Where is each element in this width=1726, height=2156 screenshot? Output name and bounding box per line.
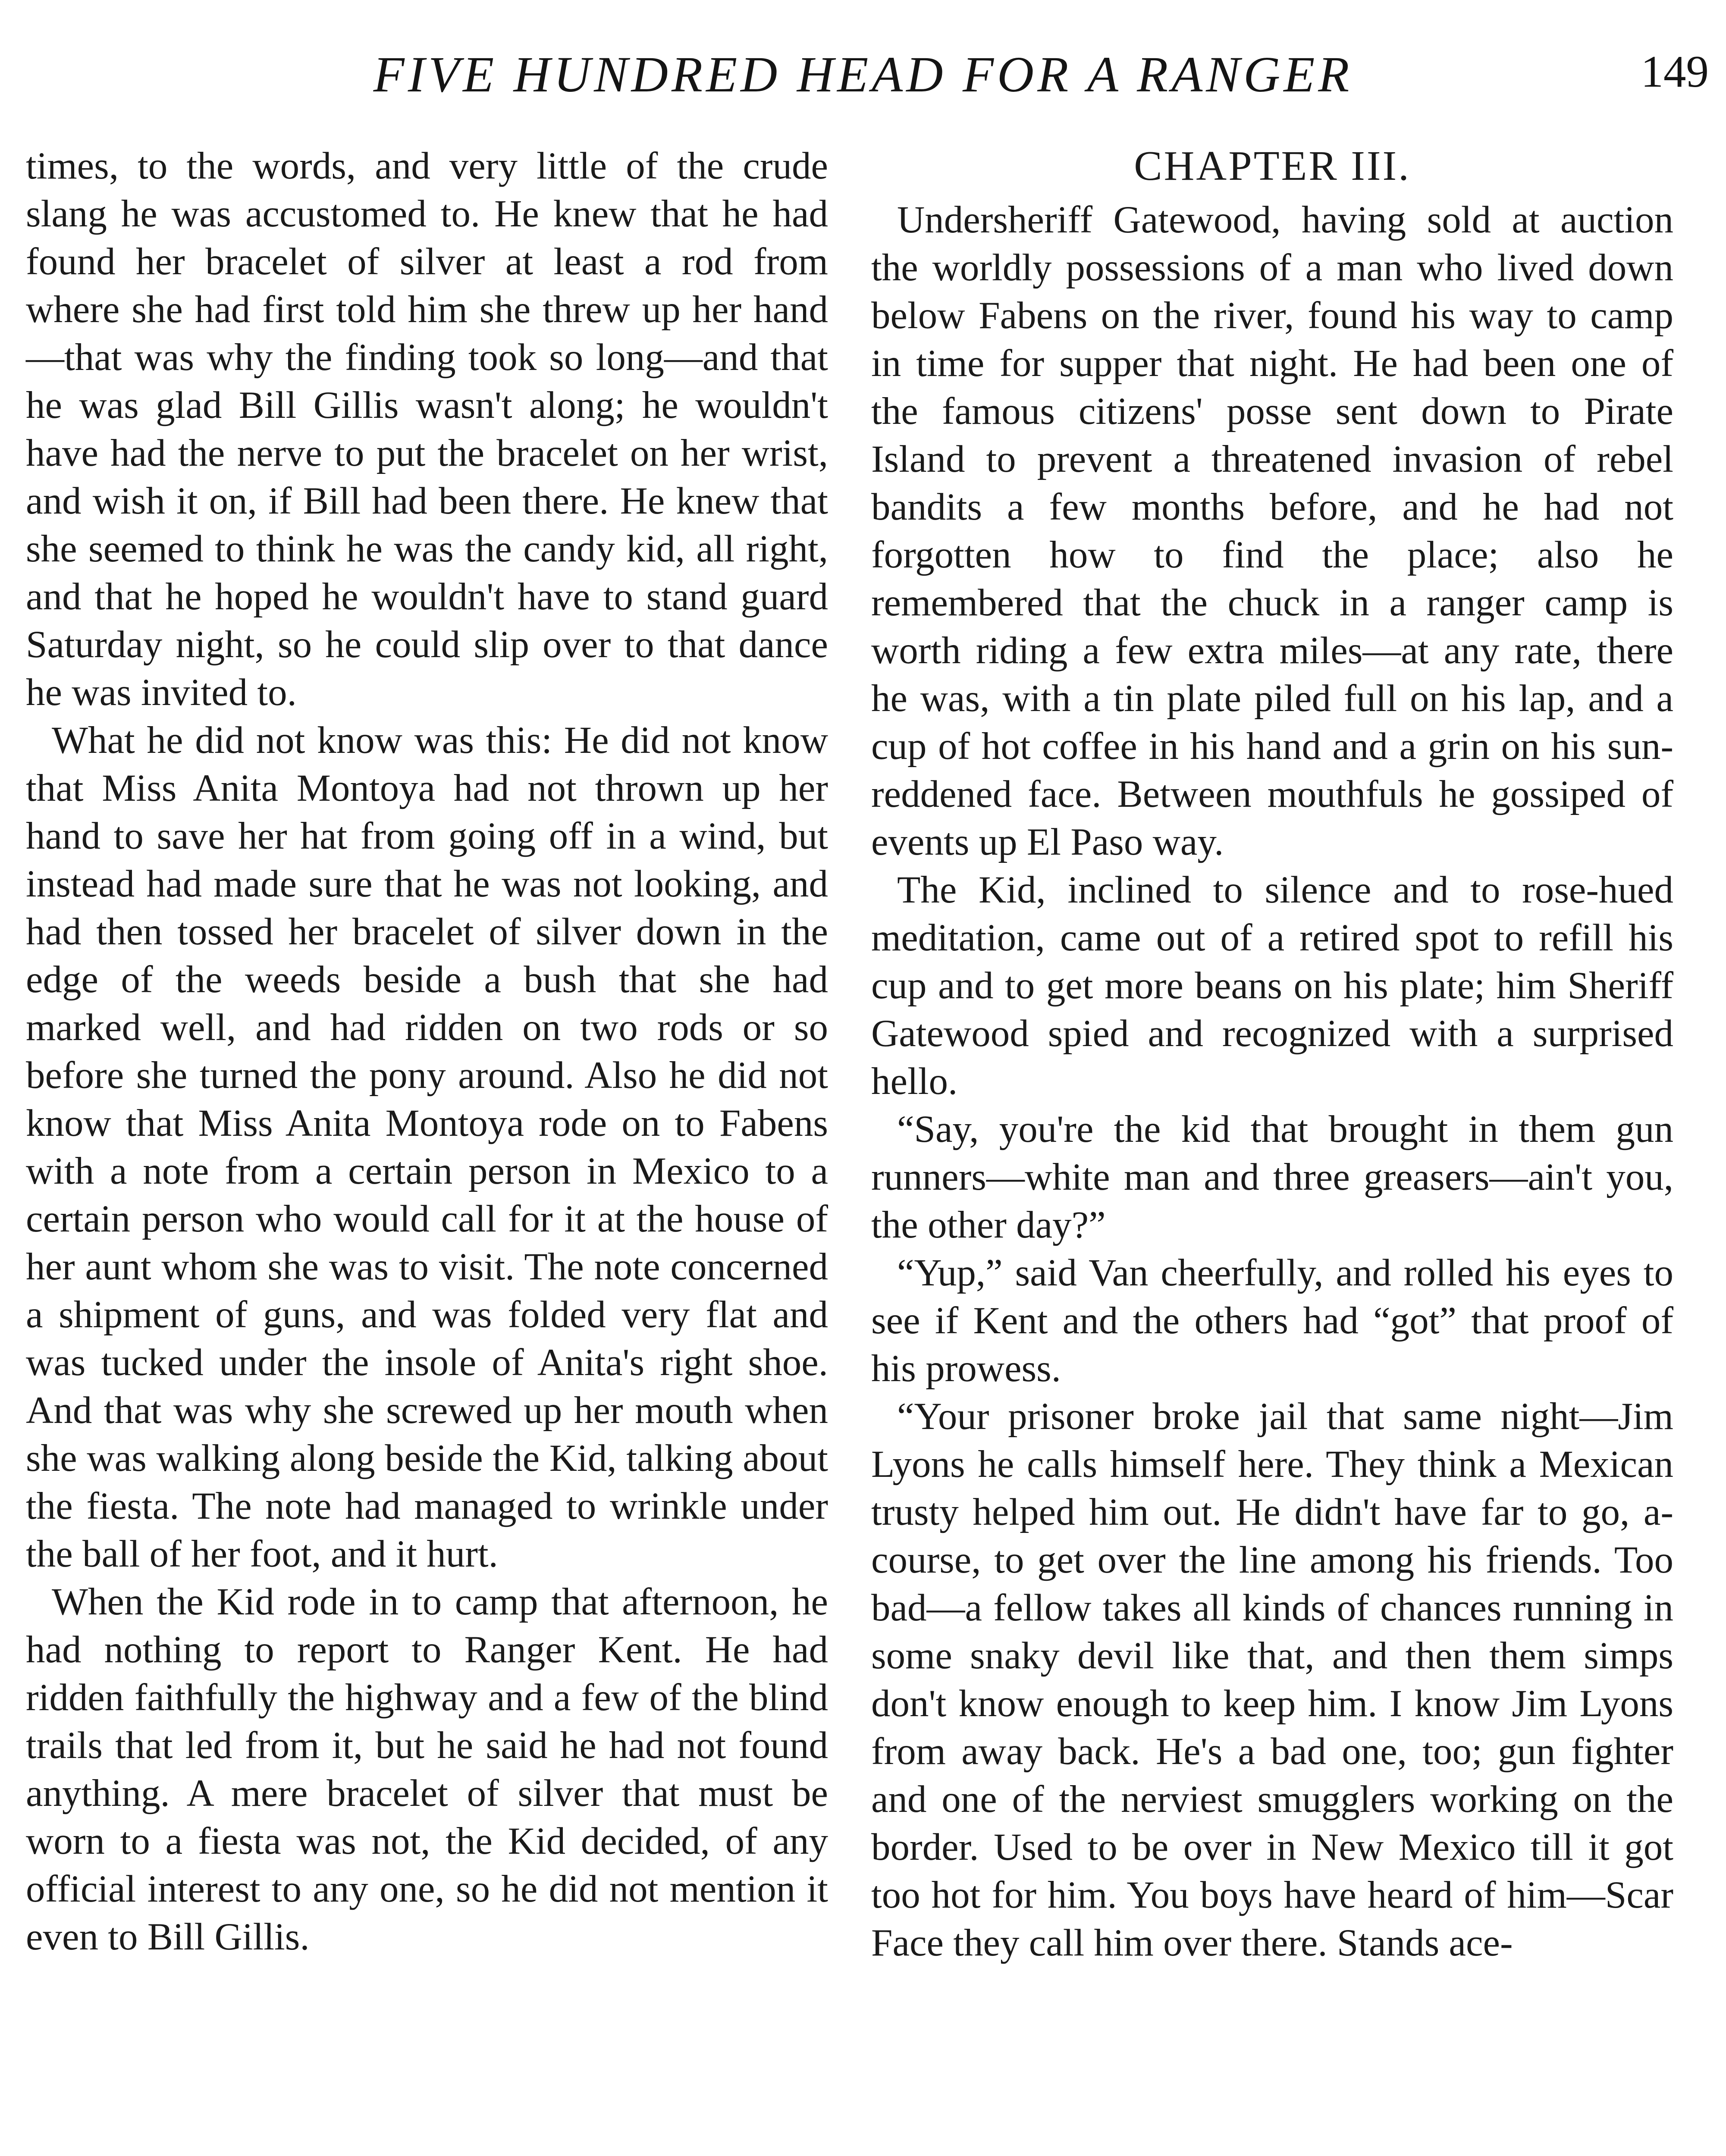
page-header: [0, 0, 1726, 129]
paragraph: Undersheriff Gatewood, having sold at auction the worldly possessions of a man who lived down below Fabens on the river, found his way to camp in time for supper that night. He had been one of the famous citizens' posse sent down to Pirate Island to prevent a threatened invasion of rebel bandits a few months before, and he had not forgotten how to find the place; also he remembered that the chuck in a ranger camp is worth riding a few extra miles—at any rate, there he was, with a tin plate piled full on his lap, and a cup of hot coffee in his hand and a grin on his sun-reddened face. Between mouthfuls he gossiped of events up El Paso way.: [871, 199, 1673, 863]
paragraph: “Say, you're the kid that brought in them gun runners—white man and three greasers—ain't you, the other day?”: [871, 1108, 1673, 1246]
paragraph: The Kid, inclined to silence and to rose-hued meditation, came out of a retired spot to refill his cup and to get more beans on his plate; him Sheriff Gatewood spied and recognized with a surprised hello.: [871, 869, 1673, 1103]
right-column: [871, 142, 1673, 1967]
paragraph: times, to the words, and very little of the crude slang he was accustomed to. He knew that he had found her bracelet of silver at least a rod from where she had first told him she threw up her hand—that was why the finding took so long—and that he was glad Bill Gillis wasn't along; he wouldn't have had the nerve to put the bracelet on her wrist, and wish it on, if Bill had been there. He knew that she seemed to think he was the candy kid, all right, and that he hoped he wouldn't have to stand guard Saturday night, so he could slip over to that dance he was invited to.: [26, 145, 828, 714]
running-head: FIVE HUNDRED HEAD FOR A RANGER: [373, 46, 1353, 103]
paragraph: When the Kid rode in to camp that afternoon, he had nothing to report to Ranger Kent. He had ridden faithfully the highway and a few of the blind trails that led from it, but he said he had not found anything. A mere bracelet of silver that must be worn to a fiesta was not, the Kid decided, of any official interest to any one, so he did not mention it even to Bill Gillis.: [26, 1581, 828, 1958]
chapter-title: CHAPTER III.: [1134, 143, 1411, 189]
left-column: [26, 142, 828, 1961]
paragraph: “Yup,” said Van cheerfully, and rolled his eyes to see if Kent and the others had “got” that proof of his prowess.: [871, 1252, 1673, 1390]
paragraph: “Your prisoner broke jail that same night—Jim Lyons he calls himself here. They think a Mexican trusty helped him out. He didn't have far to go, a-course, to get over the line among his friends. Too bad—a fellow takes all kinds of chances running in some snaky devil like that, and then them simps don't know enough to keep him. I know Jim Lyons from away back. He's a bad one, too; gun fighter and one of the nerviest smugglers working on the border. Used to be over in New Mexico till it got too hot for him. You boys have heard of him—Scar Face they call him over there. Stands ace-: [871, 1395, 1673, 1964]
page-number: 149: [1641, 46, 1709, 97]
paragraph: What he did not know was this: He did not know that Miss Anita Montoya had not thrown up her hand to save her hat from going off in a wind, but instead had made sure that he was not looking, and had then tossed her bracelet of silver down in the edge of the weeds beside a bush that she had marked well, and had ridden on two rods or so before she turned the pony around. Also he did not know that Miss Anita Montoya rode on to Fabens with a note from a certain person in Mexico to a certain person who would call for it at the house of her aunt whom she was to visit. The note concerned a shipment of guns, and was folded very flat and was tucked under the insole of Anita's right shoe. And that was why she screwed up her mouth when she was walking along beside the Kid, talking about the fiesta. The note had managed to wrinkle under the ball of her foot, and it hurt.: [26, 719, 828, 1575]
